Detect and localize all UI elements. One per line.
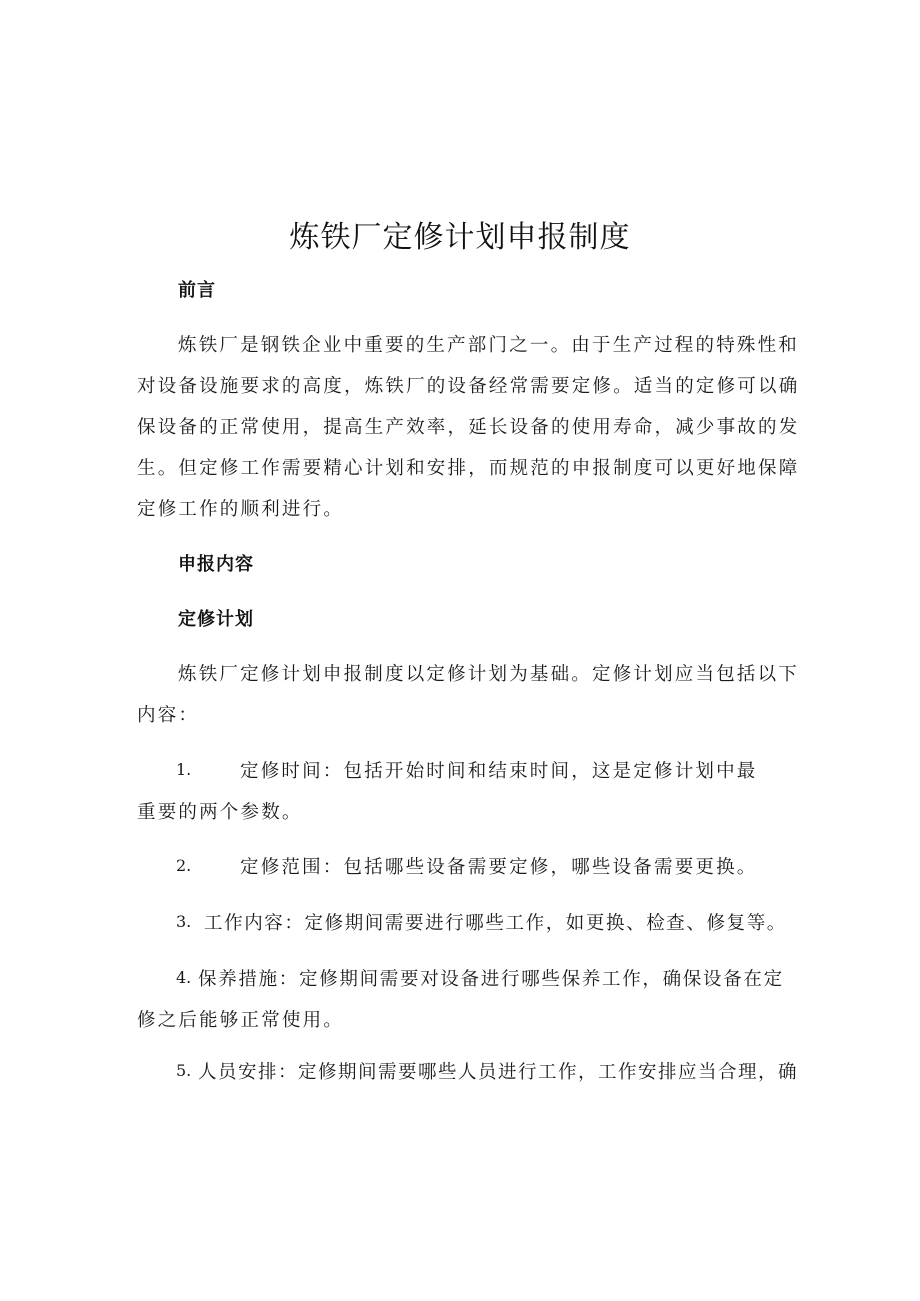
list-item-text: 重要的两个参数。 (137, 802, 303, 823)
list-item-number: 3. (176, 912, 192, 931)
preface-line: 生。但定修工作需要精心计划和安排，而规范的申报制度可以更好地保障 (137, 458, 800, 479)
list-item-text: 人员安排：定修期间需要哪些人员进行工作，工作安排应当合理，确 (198, 1062, 799, 1083)
preface-line: 对设备设施要求的高度，炼铁厂的设备经常需要定修。适当的定修可以确 (137, 376, 800, 397)
plan-intro-line: 内容： (137, 705, 200, 726)
list-item-text: 定修时间：包括开始时间和结束时间，这是定修计划中最 (240, 761, 758, 782)
list-item-text: 保养措施：定修期间需要对设备进行哪些保养工作，确保设备在定 (198, 969, 784, 990)
list-item-number: 4. (176, 968, 192, 987)
list-item-number: 2. (176, 856, 192, 875)
preface-line: 定修工作的顺利进行。 (137, 499, 345, 520)
list-item-text: 工作内容：定修期间需要进行哪些工作，如更换、检查、修复等。 (204, 913, 787, 934)
plan-intro-line: 炼铁厂定修计划申报制度以定修计划为基础。定修计划应当包括以下 (178, 664, 800, 685)
list-item-number: 5. (176, 1061, 192, 1080)
plan-heading: 定修计划 (178, 609, 254, 630)
list-item-text: 修之后能够正常使用。 (137, 1010, 345, 1031)
preface-heading: 前言 (178, 280, 216, 301)
list-item-text: 定修范围：包括哪些设备需要定修，哪些设备需要更换。 (240, 857, 758, 878)
document-title: 炼铁厂定修计划申报制度 (289, 220, 631, 255)
list-item-number: 1. (176, 760, 192, 779)
preface-line: 保设备的正常使用，提高生产效率，延长设备的使用寿命，减少事故的发 (137, 417, 800, 438)
report-content-heading: 申报内容 (178, 554, 254, 575)
preface-line: 炼铁厂是钢铁企业中重要的生产部门之一。由于生产过程的特殊性和 (178, 335, 800, 356)
